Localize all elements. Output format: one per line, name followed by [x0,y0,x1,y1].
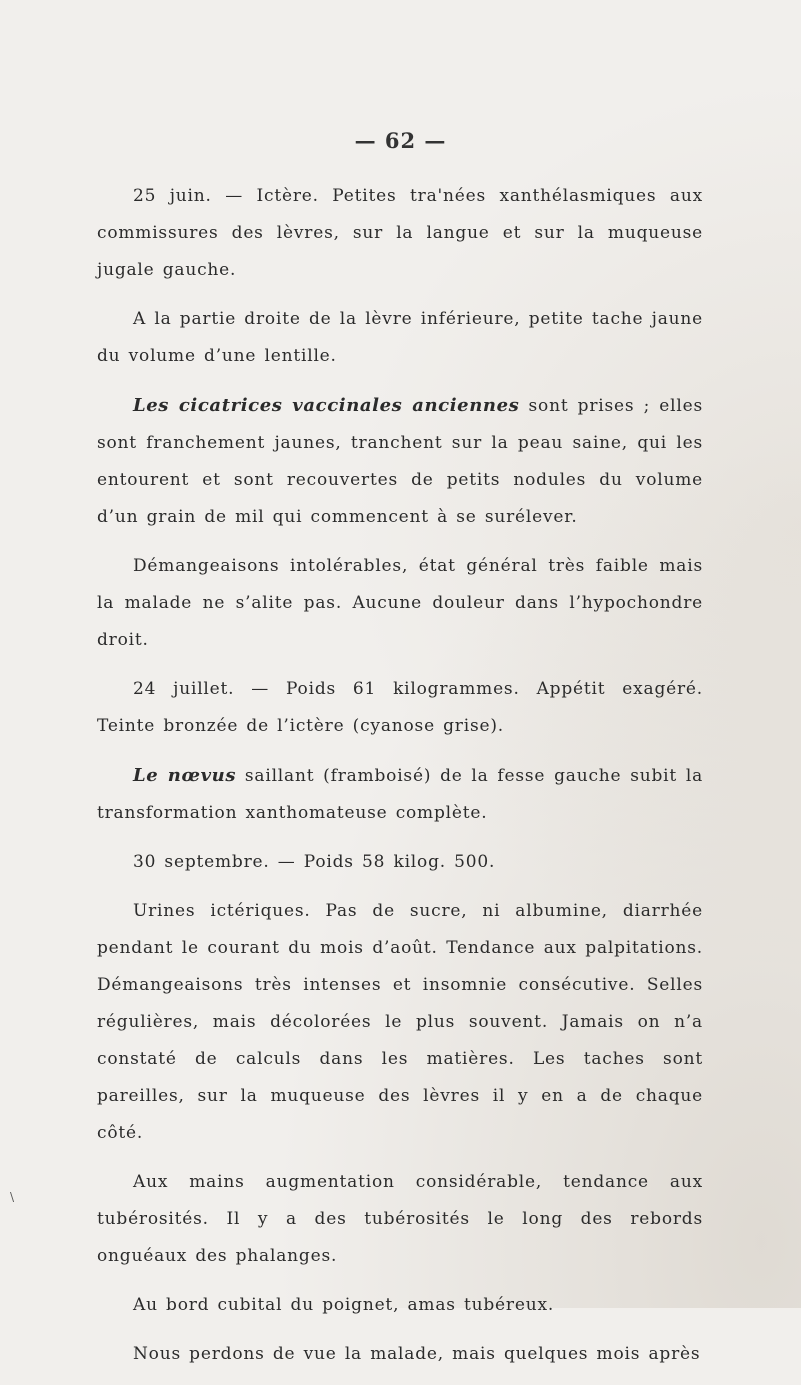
paragraph-1 [97,178,703,289]
paragraph-6 [97,757,703,832]
paragraph-4 [97,548,703,659]
paragraph-9 [97,1164,703,1275]
paragraph-7 [97,844,703,881]
paragraph-3 [97,387,703,536]
paragraph-6-text: saillant (framboisé) de la fesse gauche subit la transformation xanthomateuse complète. [97,766,703,823]
paragraph-4-text: Démangeaisons intolérables, état général très faible mais la malade ne s’alite pas. Aucune douleur dans l’hypochondre droit. [97,556,703,650]
body-text [97,178,703,1385]
paragraph-7-text: 30 septembre. — Poids 58 kilog. 500. [133,852,496,872]
margin-mark: \ [10,1190,15,1204]
paragraph-2 [97,301,703,375]
paragraph-3-emphasis: Les cicatrices vaccinales anciennes [133,395,520,416]
paragraph-10-text: Au bord cubital du poignet, amas tubéreux. [133,1295,555,1315]
paragraph-2-text: A la partie droite de la lèvre inférieure, petite tache jaune du volume d’une lentille. [97,309,703,366]
paragraph-9-text: Aux mains augmentation considérable, tendance aux tubérosités. Il y a des tubérosités le long des rebords onguéaux des phalanges. [97,1172,703,1266]
paragraph-8-text: Urines ictériques. Pas de sucre, ni albumine, diarrhée pendant le courant du mois d’août. Tendance aux palpitations. Démangeaisons très intenses et insomnie consécutive. Selles régulières, mais décolorées le plus souvent. Jamais on n’a constaté de calculs dans les matières. Les taches sont pareilles, sur la muqueuse des lèvres il y en a de chaque côté. [97,901,703,1143]
paragraph-3-text: sont prises ; elles sont franchement jaunes, tranchent sur la peau saine, qui les entourent et sont recouvertes de petits nodules du volume d’un grain de mil qui commencent à se surélever. [97,396,703,527]
paragraph-6-emphasis: Le nœvus [133,765,237,786]
paragraph-8 [97,893,703,1152]
paragraph-11-text: Nous perdons de vue la malade, mais quelques mois après [133,1344,701,1364]
page-number: — 62 — [354,128,447,153]
paragraph-10 [97,1287,703,1324]
paragraph-5 [97,671,703,745]
paragraph-11 [97,1336,703,1373]
paragraph-5-text: 24 juillet. — Poids 61 kilogrammes. Appétit exagéré. Teinte bronzée de l’ictère (cyanose grise). [97,679,703,736]
paragraph-1-text: 25 juin. — Ictère. Petites tra'nées xanthélasmiques aux commissures des lèvres, sur la langue et sur la muqueuse jugale gauche. [97,186,703,280]
